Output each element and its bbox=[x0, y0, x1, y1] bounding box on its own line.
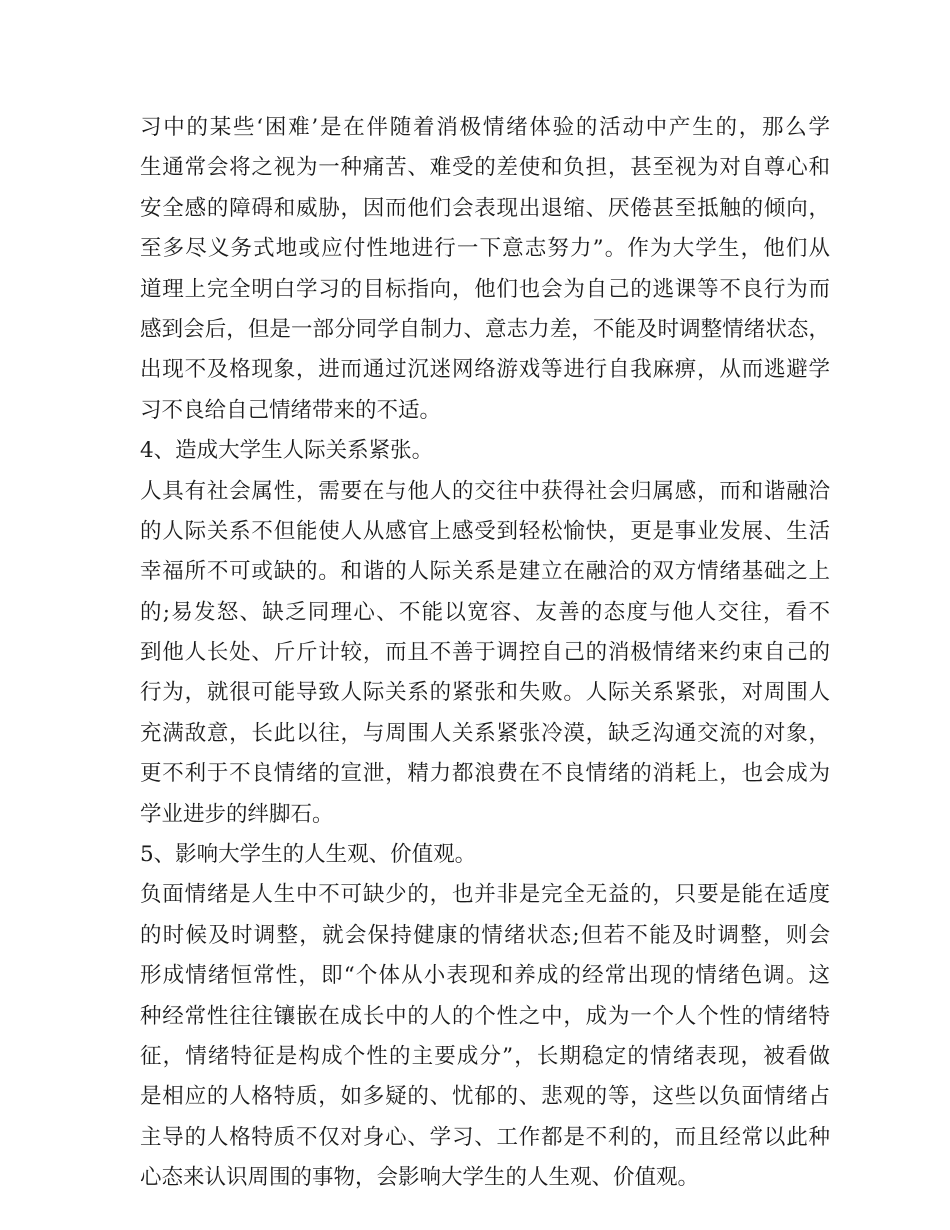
text-line: 的时候及时调整，就会保持健康的情绪状态;但若不能及时调整，则会 bbox=[140, 922, 830, 948]
text-line: 幸福所不可或缺的。和谐的人际关系是建立在融洽的双方情绪基础之上 bbox=[140, 559, 830, 585]
body-text bbox=[140, 108, 830, 1199]
text-line: 心态来认识周围的事物，会影响大学生的人生观、价值观。 bbox=[140, 1165, 700, 1191]
text-line: 至多尽义务式地或应付性地进行一下意志努力”。作为大学生，他们从 bbox=[140, 236, 830, 262]
text-line: 充满敌意，长此以往，与周围人关系紧张冷漠，缺乏沟通交流的对象， bbox=[140, 720, 830, 746]
text-line: 习中的某些‘困难’是在伴随着消极情绪体验的活动中产生的，那么学 bbox=[140, 115, 830, 140]
text-line: 5、影响大学生的人生观、价值观。 bbox=[140, 842, 477, 868]
text-line: 形成情绪恒常性，即“个体从小表现和养成的经常出现的情绪色调。这 bbox=[140, 963, 830, 989]
text-line: 种经常性往往镶嵌在成长中的人的个性之中，成为一个人个性的情绪特 bbox=[140, 1003, 830, 1029]
text-line: 习不良给自己情绪带来的不适。 bbox=[140, 397, 442, 423]
text-line: 学业进步的绊脚石。 bbox=[140, 801, 334, 827]
text-line: 主导的人格特质不仅对身心、学习、工作都是不利的，而且经常以此种 bbox=[140, 1124, 830, 1150]
text-line: 安全感的障碍和威胁，因而他们会表现出退缩、厌倦甚至抵触的倾向， bbox=[140, 195, 830, 221]
text-line: 道理上完全明白学习的目标指向，他们也会为自己的逃课等不良行为而 bbox=[140, 276, 830, 302]
text-line: 是相应的人格特质，如多疑的、忧郁的、悲观的等，这些以负面情绪占 bbox=[140, 1084, 830, 1110]
text-line: 人具有社会属性，需要在与他人的交往中获得社会归属感，而和谐融洽 bbox=[140, 478, 830, 504]
text-line: 的人际关系不但能使人从感官上感受到轻松愉快，更是事业发展、生活 bbox=[140, 518, 830, 544]
text-line: 征，情绪特征是构成个性的主要成分”，长期稳定的情绪表现，被看做 bbox=[140, 1043, 830, 1069]
text-line: 生通常会将之视为一种痛苦、难受的差使和负担，甚至视为对自尊心和 bbox=[140, 155, 830, 181]
text-line: 负面情绪是人生中不可缺少的，也并非是完全无益的，只要是能在适度 bbox=[140, 882, 830, 908]
text-line: 行为，就很可能导致人际关系的紧张和失败。人际关系紧张，对周围人 bbox=[140, 680, 830, 706]
text-line: 到他人长处、斤斤计较，而且不善于调控自己的消极情绪来约束自己的 bbox=[140, 640, 830, 666]
text-line: 更不利于不良情绪的宣泄，精力都浪费在不良情绪的消耗上，也会成为 bbox=[140, 761, 830, 787]
text-line: 的;易发怒、缺乏同理心、不能以宽容、友善的态度与他人交往，看不 bbox=[140, 599, 830, 625]
text-line: 出现不及格现象，进而通过沉迷网络游戏等进行自我麻痹，从而逃避学 bbox=[140, 357, 830, 383]
text-line: 4、造成大学生人际关系紧张。 bbox=[140, 438, 434, 464]
text-line: 感到会后，但是一部分同学自制力、意志力差，不能及时调整情绪状态， bbox=[140, 316, 830, 342]
